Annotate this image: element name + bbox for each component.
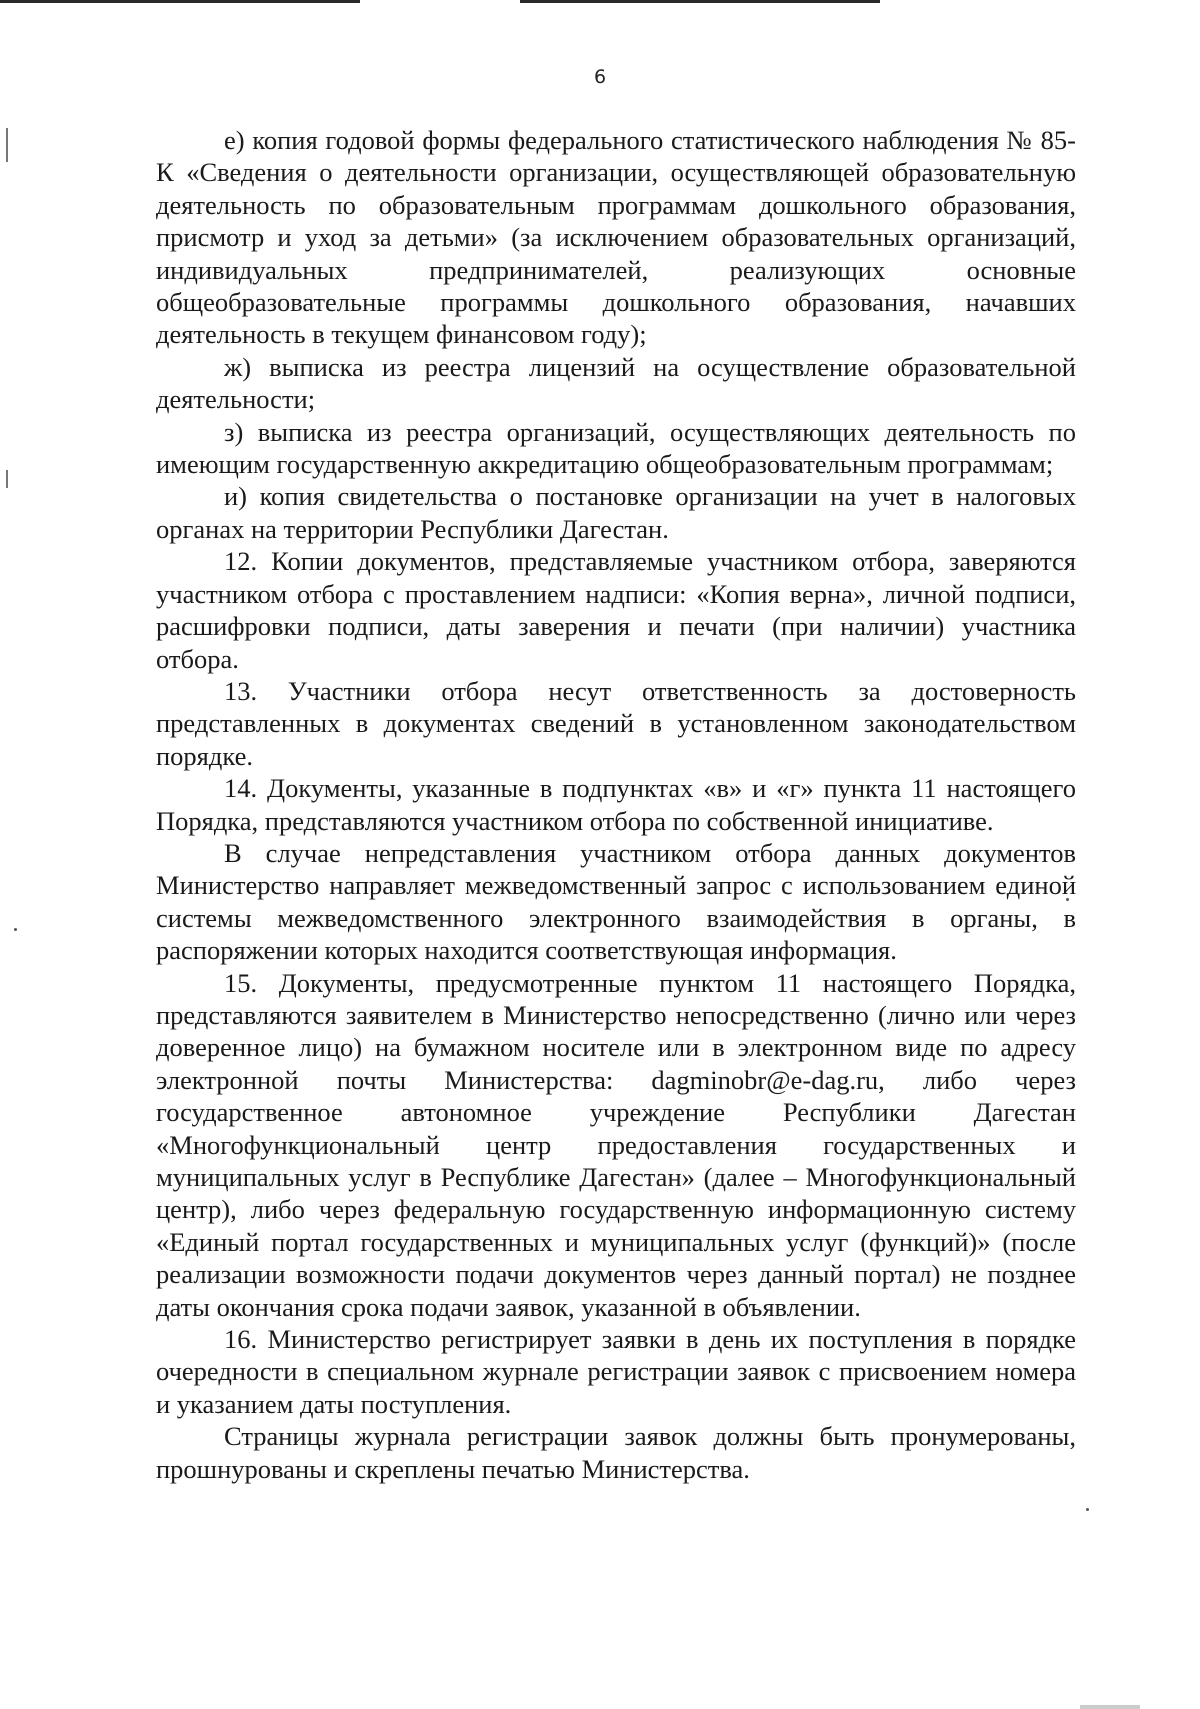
paragraph-e: е) копия годовой формы федерального статистического наблюдения № 85-К «Сведения о деятельности организации, осуществляющей образовательную деятельность по образовательным программам дошкольного образования, присмотр и уход за детьми» (за исключением образовательных организаций, индивидуальных предпринимателей, реализующих основные общеобразовательные программы дошкольного образования, начавших деятельность в текущем финансовом году); — [156, 125, 1076, 350]
paragraph-14: 14. Документы, указанные в подпунктах «в» и «г» пункта 11 настоящего Порядка, представляются участником отбора по собственной инициативе. — [156, 773, 1076, 836]
page-number: 6 — [593, 66, 607, 88]
scan-margin-mark — [6, 470, 8, 488]
scan-edge-line — [0, 0, 360, 3]
paragraph-13: 13. Участники отбора несут ответственность за достоверность представленных в документах сведений в установленном законодательством порядке. — [156, 675, 1076, 771]
scan-speck — [14, 928, 17, 931]
paragraph-z: з) выписка из реестра организаций, осуществляющих деятельность по имеющим государственную аккредитацию общеобразовательным программам; — [156, 416, 1076, 480]
paragraph-12: 12. Копии документов, представляемые участником отбора, заверяются участником отбора с проставлением надписи: «Копия верна», личной подписи, расшифровки подписи, даты заверения и печати (при наличии) участника отбора. — [156, 546, 1076, 674]
paragraph-16: 16. Министерство регистрирует заявки в день их поступления в порядке очередности в специальном журнале регистрации заявок с присвоением номера и указанием даты поступления. — [156, 1324, 1076, 1419]
paragraph-15: 15. Документы, предусмотренные пунктом 11 настоящего Порядка, представляются заявителем в Министерство непосредственно (лично или через доверенное лицо) на бумажном носителе или в электронном виде по адресу электронной почты Министерства: dagminobr@e-dag.ru, либо через государственное автономное учреждение Республики Дагестан «Многофункциональный центр предоставления государственных и муниципальных услуг в Республике Дагестан» (далее – Многофункциональный центр), либо через федеральную государственную информационную систему «Единый портал государственных и муниципальных услуг (функций)» (после реализации возможности подачи документов через данный портал) не позднее даты окончания срока подачи заявок, указанной в объявлении. — [156, 967, 1076, 1322]
scan-margin-mark — [6, 128, 8, 162]
paragraph-i: и) копия свидетельства о постановке организации на учет в налоговых органах на территории Республики Дагестан. — [156, 481, 1076, 544]
scan-edge-line — [520, 0, 880, 3]
paragraph-16-continued: Страницы журнала регистрации заявок должны быть пронумерованы, прошнурованы и скреплены печатью Министерства. — [156, 1421, 1076, 1484]
paragraph-zh: ж) выписка из реестра лицензий на осуществление образовательной деятельности; — [156, 351, 1076, 415]
paragraph-14-continued: В случае непредставления участником отбора данных документов Министерство направляет межведомственный запрос с использованием единой системы межведомственного электронного взаимодействия в органы, в распоряжении которых находится соответствующая информация. — [156, 837, 1076, 966]
document-body — [156, 124, 1076, 1485]
scan-speck — [1086, 1508, 1089, 1511]
scan-corner-mark — [1080, 1705, 1140, 1709]
